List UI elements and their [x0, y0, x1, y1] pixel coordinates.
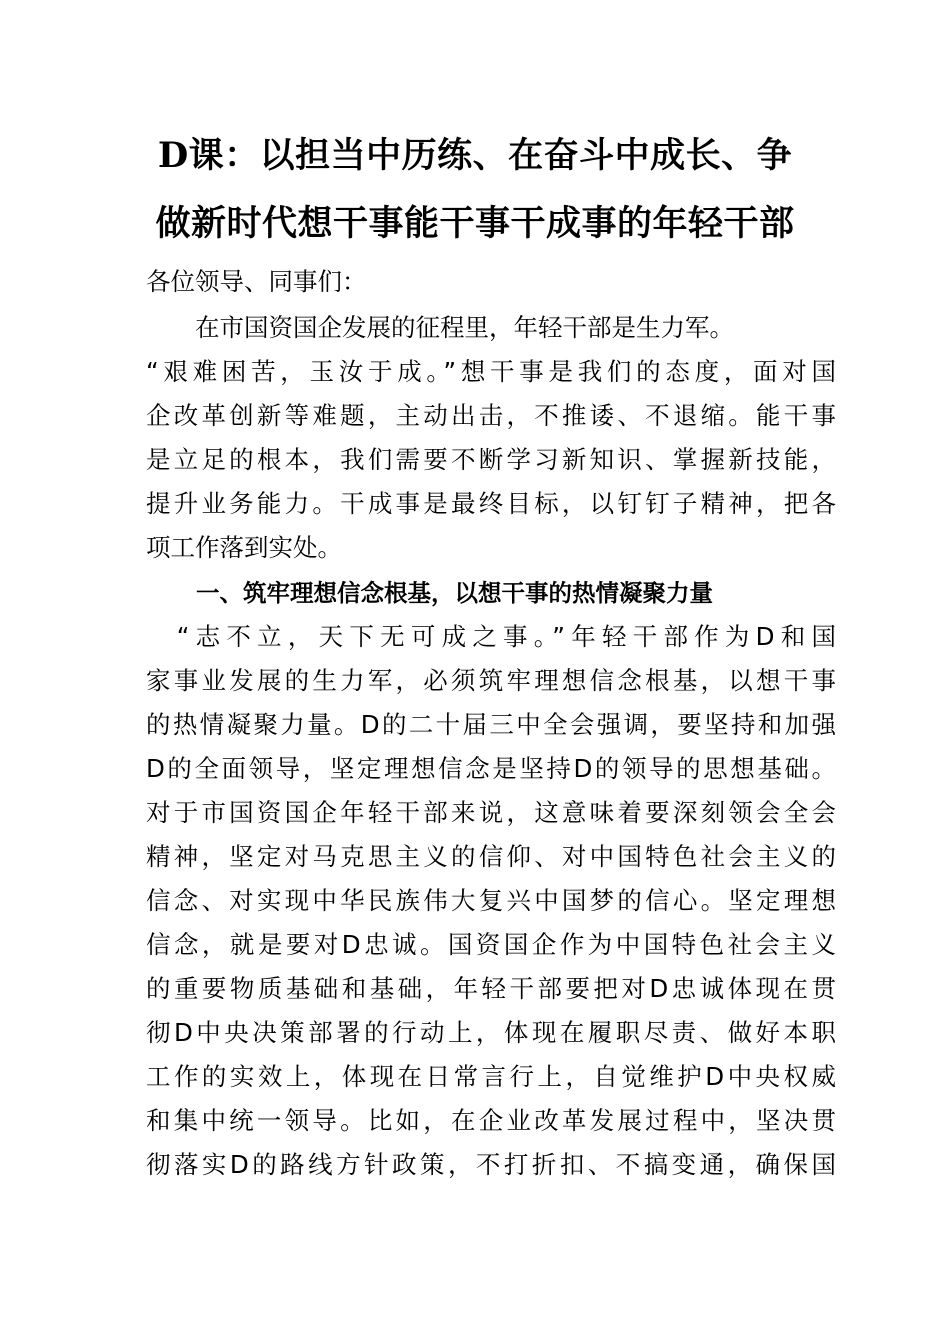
- body-line: 的重要物质基础和基础，年轻干部要把对D忠诚体现在贯: [146, 974, 836, 1003]
- body-line: 家事业发展的生力军，必须筑牢理想信念根基，以想干事: [146, 666, 836, 695]
- body-line: 精神，坚定对马克思主义的信仰、对中国特色社会主义的: [146, 842, 836, 871]
- intro-line: 企改革创新等难题，主动出击，不推诿、不退缩。能干事: [146, 401, 836, 430]
- body-line: 的热情凝聚力量。D的二十届三中全会强调，要坚持和加强: [146, 710, 836, 739]
- intro-line: 提升业务能力。干成事是最终目标，以钉钉子精神，把各: [146, 489, 836, 518]
- section-heading: 一、筑牢理想信念根基，以想干事的热情凝聚力量: [196, 579, 713, 607]
- intro-line: “艰难困苦，玉汝于成。”想干事是我们的态度，面对国: [146, 357, 836, 386]
- body-line: 信念，就是要对D忠诚。国资国企作为中国特色社会主义: [146, 930, 836, 959]
- body-line: “志不立，天下无可成之事。”年轻干部作为D和国: [146, 622, 836, 651]
- document-title-line-1: D课：以担当中历练、在奋斗中成长、争: [157, 135, 793, 176]
- document-title-line-2: 做新时代想干事能干事干成事的年轻干部: [155, 203, 795, 244]
- intro-line: 是立足的根本，我们需要不断学习新知识、掌握新技能，: [146, 445, 836, 474]
- body-line: 信念、对实现中华民族伟大复兴中国梦的信心。坚定理想: [146, 886, 836, 915]
- intro-line: 项工作落到实处。: [146, 533, 342, 562]
- body-line: 彻D中央决策部署的行动上，体现在履职尽责、做好本职: [146, 1018, 836, 1047]
- body-line: 工作的实效上，体现在日常言行上，自觉维护D中央权威: [146, 1062, 836, 1091]
- salutation: 各位领导、同事们：: [146, 267, 367, 296]
- body-line: D的全面领导，坚定理想信念是坚持D的领导的思想基础。: [146, 754, 836, 783]
- body-line: 对于市国资国企年轻干部来说，这意味着要深刻领会全会: [146, 798, 836, 827]
- intro-line: 在市国资国企发展的征程里，年轻干部是生力军。: [146, 313, 734, 342]
- body-line: 彻落实D的路线方针政策，不打折扣、不搞变通，确保国: [146, 1150, 836, 1179]
- body-line: 和集中统一领导。比如，在企业改革发展过程中，坚决贯: [146, 1106, 836, 1135]
